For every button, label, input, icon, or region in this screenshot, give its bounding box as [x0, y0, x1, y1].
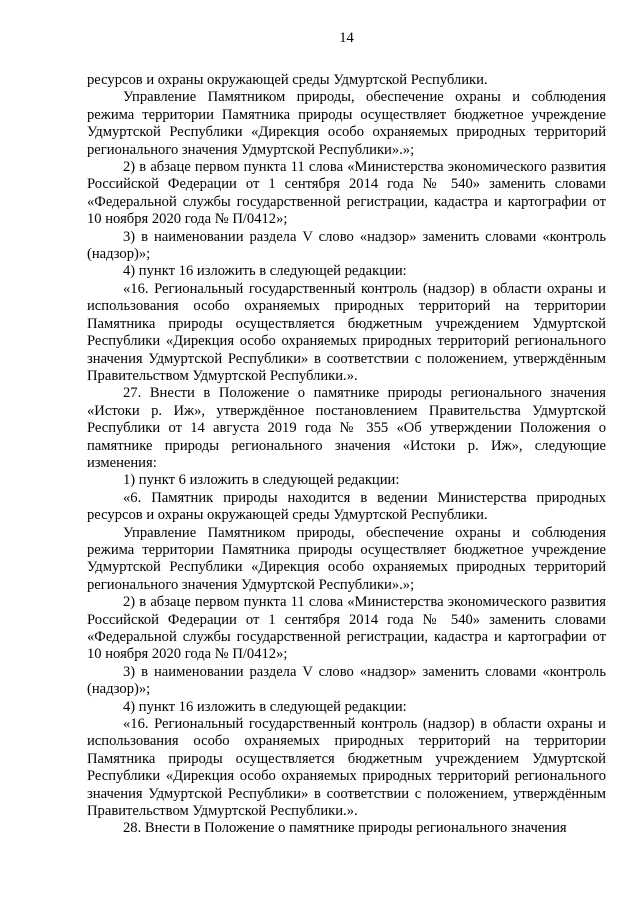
paragraph: Управление Памятником природы, обеспечение охраны и соблюдения режима территории Памятника природы осуществляет бюджетное учреждение Удмуртской Республики «Дирекция особо охраняемых природных территорий регионального значения Удмуртской Республики».»;: [87, 524, 606, 593]
document-body: [87, 72, 606, 838]
paragraph: 2) в абзаце первом пункта 11 слова «Министерства экономического развития Российской Федерации от 1 сентября 2014 года № 540» заменить словами «Федеральной службы государственной регистрации, кадастра и картографии от 10 ноября 2020 года № П/0412»;: [87, 594, 606, 663]
paragraph: «16. Региональный государственный контроль (надзор) в области охраны и использования особо охраняемых природных территорий на территории Памятника природы осуществляется бюджетным учреждением Удмуртской Республики «Дирекция особо охраняемых природных территорий регионального значения Удмуртской Республики» в соответствии с положением, утверждённым Правительством Удмуртской Республики.».: [87, 280, 606, 384]
paragraph: ресурсов и охраны окружающей среды Удмуртской Республики.: [87, 72, 488, 88]
page-number: 14: [339, 30, 354, 46]
paragraph: Управление Памятником природы, обеспечение охраны и соблюдения режима территории Памятника природы осуществляет бюджетное учреждение Удмуртской Республики «Дирекция особо охраняемых природных территорий регионального значения Удмуртской Республики».»;: [87, 89, 606, 158]
paragraph: «16. Региональный государственный контроль (надзор) в области охраны и использования особо охраняемых природных территорий на территории Памятника природы осуществляется бюджетным учреждением Удмуртской Республики «Дирекция особо охраняемых природных территорий регионального значения Удмуртской Республики» в соответствии с положением, утверждённым Правительством Удмуртской Республики.».: [87, 716, 606, 820]
paragraph: 3) в наименовании раздела V слово «надзор» заменить словами «контроль (надзор)»;: [87, 663, 606, 698]
paragraph: «6. Памятник природы находится в ведении Министерства природных ресурсов и охраны окружающей среды Удмуртской Республики.: [87, 489, 606, 524]
paragraph: 2) в абзаце первом пункта 11 слова «Министерства экономического развития Российской Федерации от 1 сентября 2014 года № 540» заменить словами «Федеральной службы государственной регистрации, кадастра и картографии от 10 ноября 2020 года № П/0412»;: [87, 159, 606, 228]
paragraph: 4) пункт 16 изложить в следующей редакции:: [123, 698, 407, 715]
paragraph: 3) в наименовании раздела V слово «надзор» заменить словами «контроль (надзор)»;: [87, 228, 606, 263]
paragraph: 1) пункт 6 изложить в следующей редакции:: [123, 472, 400, 489]
paragraph: 4) пункт 16 изложить в следующей редакции:: [123, 263, 407, 280]
paragraph: 27. Внести в Положение о памятнике природы регионального значения «Истоки р. Иж», утверждённое постановлением Правительства Удмуртской Республики от 14 августа 2019 года № 355 «Об утверждении Положения о памятнике природы регионального значения «Истоки р. Иж», следующие изменения:: [87, 385, 606, 471]
paragraph: 28. Внести в Положение о памятнике природы регионального значения: [123, 820, 567, 837]
